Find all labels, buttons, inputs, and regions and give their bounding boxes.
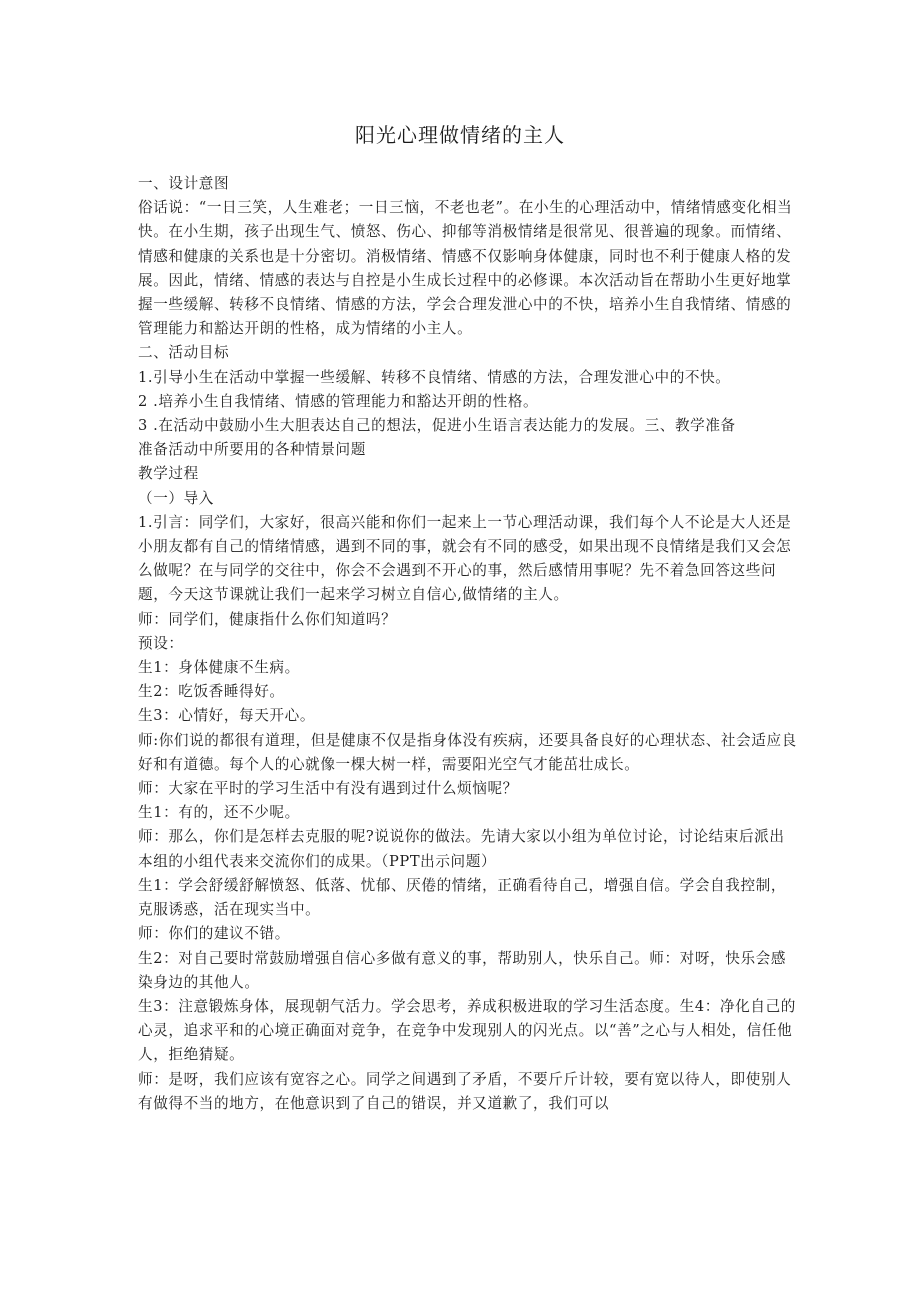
dialogue-line: 师：那么，你们是怎样去克服的呢?说说你的做法。先请大家以小组为单位讨论，讨论结束后派出本组的小组代表来交流你们的成果。（PPT出示问题）: [138, 828, 785, 870]
dialogue-line: 师：大家在平时的学习生活中有没有遇到过什么烦恼呢？: [138, 780, 518, 798]
dialogue-line: 师：你们的建议不错。: [138, 925, 290, 943]
dialogue-line: 师:你们说的都很有道理，但是健康不仅是指身体没有疾病，还要具备良好的心理状态、社会适应良好和有道德。每个人的心就像一棵大树一样，需要阳光空气才能茁壮成长。: [138, 731, 797, 773]
dialogue-line: 师：是呀，我们应该有宽容之心。同学之间遇到了矛盾，不要斤斤计较，要有宽以待人，即使别人有做得不当的地方，在他意识到了自己的错误，并又道歉了，我们可以: [138, 1070, 792, 1112]
paragraph-design-intent: 俗话说：“一日三笑，人生难老；一日三恼，不老也老”。在小生的心理活动中，情绪情感变化相当快。在小生期，孩子出现生气、愤怒、伤心、抑郁等消极情绪是很常见、很普遍的现象。而情绪、情感和健康的关系也是十分密切。消极情绪、情感不仅影响身体健康，同时也不利于健康人格的发展。因此，情绪、情感的表达与自控是小生成长过程中的必修课。本次活动旨在帮助小生更好地掌握一些缓解、转移不良情绪、情感的方法，学会合理发泄心中的不快，培养小生自我情绪、情感的管理能力和豁达开朗的性格，成为情绪的小主人。: [138, 199, 793, 338]
preparation-line: 准备活动中所要用的各种情景问题: [138, 441, 366, 459]
document-body: [138, 172, 798, 1116]
goal-item-1: 1.引导小生在活动中掌握一些缓解、转移不良情绪、情感的方法，合理发泄心中的不快。: [138, 368, 731, 386]
dialogue-line: 生1：有的，还不少呢。: [138, 804, 300, 822]
dialogue-line: 预设：: [138, 634, 184, 652]
subheading-introduction: （一）导入: [138, 489, 214, 507]
dialogue-line: 生1：身体健康不生病。: [138, 659, 300, 677]
section-heading-design-intent: 一、设计意图: [138, 175, 230, 192]
section-heading-activity-goals: 二、活动目标: [138, 344, 230, 362]
dialogue-line: 生3：注意锻炼身体，展现朝气活力。学会思考，养成积极进取的学习生活态度。生4：净化自己的心灵，追求平和的心境正确面对竞争，在竞争中发现别人的闪光点。以“善”之心与人相处，信任他人，拒绝猜疑。: [138, 997, 796, 1064]
dialogue-line: 生1：学会舒缓舒解愤怒、低落、忧郁、厌倦的情绪，正确看待自己，增强自信。学会自我控制，克服诱惑，活在现实当中。: [138, 876, 787, 919]
goal-item-3: 3 .在活动中鼓励小生大胆表达自己的想法，促进小生语言表达能力的发展。三、教学准备: [138, 417, 736, 435]
dialogue-line: 生2：吃饭香睡得好。: [138, 683, 285, 701]
goal-item-2: 2 .培养小生自我情绪、情感的管理能力和豁达开朗的性格。: [138, 392, 539, 410]
document-title: 阳光心理做情绪的主人: [355, 123, 565, 147]
paragraph-introduction: 1.引言：同学们，大家好，很高兴能和你们一起来上一节心理活动课，我们每个人不论是大人还是小朋友都有自己的情绪情感，遇到不同的事，就会有不同的感受，如果出现不良情绪是我们又会怎么做呢？在与同学的交往中，你会不会遇到不开心的事，然后感情用事呢？先不着急回答这些问题，今天这节课就让我们一起来学习树立自信心,做情绪的主人。: [138, 513, 792, 604]
dialogue-line: 生3：心情好，每天开心。: [138, 707, 316, 725]
dialogue-line: 师：同学们，健康指什么你们知道吗？: [138, 610, 397, 628]
section-heading-teaching-process: 教学过程: [138, 465, 199, 483]
dialogue-line: 生2：对自己要时常鼓励增强自信心多做有意义的事，帮助别人，快乐自己。师：对呀，快乐会感染身边的其他人。: [138, 949, 787, 991]
